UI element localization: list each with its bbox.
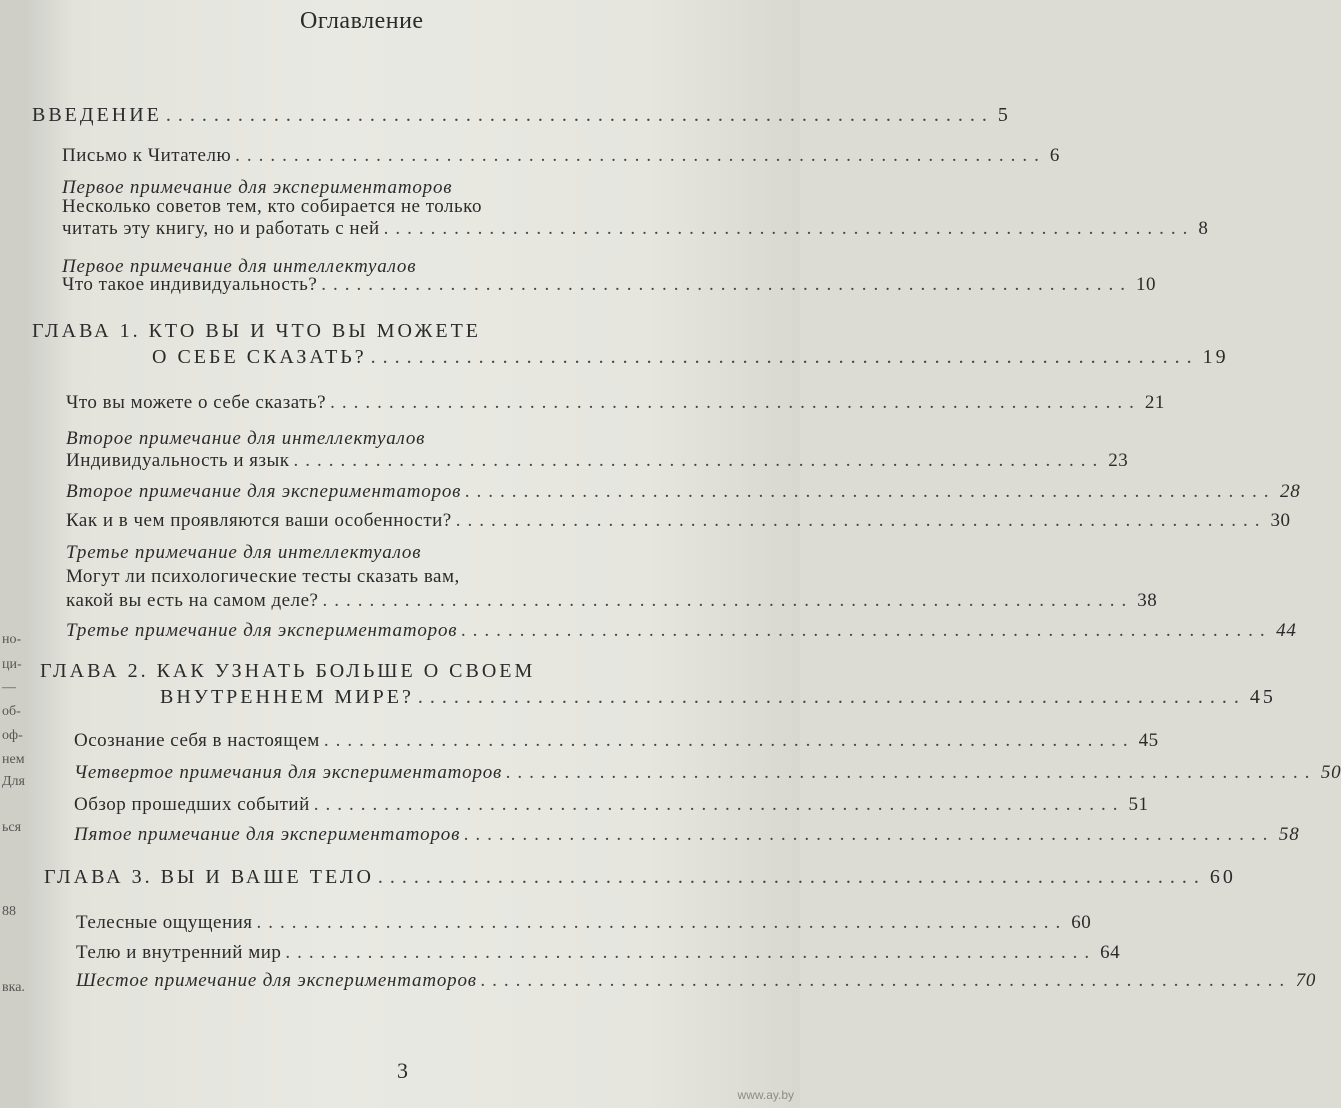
toc-entry xyxy=(76,942,1121,964)
page-ref: 10 xyxy=(1136,274,1156,295)
toc-entry xyxy=(74,730,1159,752)
leader-dots: ..................................................................... xyxy=(417,686,1246,708)
toc-entry xyxy=(74,794,1149,816)
section-title: ВВЕДЕНИЕ xyxy=(32,104,162,126)
margin-fragment: 88 xyxy=(2,904,16,919)
left-page-edge xyxy=(0,0,29,1108)
leader-dots: ..................................................................... xyxy=(480,970,1292,991)
toc-entry xyxy=(74,762,1341,784)
page-number: 3 xyxy=(397,1058,408,1083)
toc-entry xyxy=(66,590,1158,612)
page-ref: 44 xyxy=(1276,620,1297,641)
chapter-entry xyxy=(152,346,1229,369)
leader-dots: ..................................................................... xyxy=(285,942,1097,963)
note-label: Второе примечание для интеллектуалов xyxy=(66,428,426,449)
toc-entry xyxy=(62,145,1060,167)
entry-text: Что вы можете о себе сказать? xyxy=(66,392,327,413)
entry-text: Третье примечание для экспериментаторов xyxy=(66,620,458,641)
page-ref: 45 xyxy=(1138,730,1159,751)
page-ref: 23 xyxy=(1108,450,1129,471)
entry-text: Второе примечание для экспериментаторов xyxy=(66,481,462,502)
leader-dots: ..................................................................... xyxy=(461,620,1273,641)
page-ref: 51 xyxy=(1128,794,1149,815)
leader-dots: ..................................................................... xyxy=(235,145,1046,166)
toc-entry xyxy=(66,510,1291,532)
page-ref: 28 xyxy=(1279,481,1301,502)
page-ref: 21 xyxy=(1144,392,1165,413)
leader-dots: ..................................................................... xyxy=(506,762,1317,783)
page-ref: 30 xyxy=(1270,510,1291,531)
margin-fragment: Для xyxy=(2,774,25,789)
leader-dots: ..................................................................... xyxy=(465,481,1276,502)
chapter-title: ГЛАВА 2. КАК УЗНАТЬ БОЛЬШЕ О СВОЕМ xyxy=(40,660,536,682)
leader-dots: ..................................................................... xyxy=(377,866,1206,888)
page-ref: 70 xyxy=(1295,970,1317,991)
margin-fragment: но- xyxy=(2,632,22,647)
leader-dots: ..................................................................... xyxy=(293,450,1105,471)
margin-fragment: ься xyxy=(2,820,22,835)
entry-text: Могут ли психологические тесты сказать вам, xyxy=(66,566,460,587)
margin-fragment: об- xyxy=(2,704,21,719)
toc-entry xyxy=(66,450,1129,472)
page-ref: 5 xyxy=(997,104,1011,126)
chapter-entry xyxy=(44,866,1236,889)
entry-text: Пятое примечание для экспериментаторов xyxy=(74,824,461,845)
leader-dots: ..................................................................... xyxy=(313,794,1125,815)
leader-dots: ..................................................................... xyxy=(370,346,1199,368)
toc-entry xyxy=(66,620,1297,642)
margin-fragment: ци- xyxy=(2,657,22,672)
toc-entry xyxy=(62,274,1156,296)
toc-entry xyxy=(74,824,1300,846)
chapter-title-cont: О СЕБЕ СКАЗАТЬ? xyxy=(152,346,367,368)
leader-dots: ..................................................................... xyxy=(322,590,1134,611)
entry-text: Четвертое примечания для экспериментаторов xyxy=(74,762,503,783)
entry-text: Как и в чем проявляются ваши особенности? xyxy=(66,510,452,531)
entry-text: Телю и внутренний мир xyxy=(76,942,282,963)
leader-dots: ..................................................................... xyxy=(455,510,1267,531)
chapter-title-cont: ВНУТРЕННЕМ МИРЕ? xyxy=(160,686,414,708)
entry-text: Что такое индивидуальность? xyxy=(62,274,318,295)
page-ref: 60 xyxy=(1209,866,1236,888)
entry-text: Шестое примечание для экспериментаторов xyxy=(76,970,477,991)
chapter-title: ГЛАВА 3. ВЫ И ВАШЕ ТЕЛО xyxy=(44,866,374,888)
entry-text: Осознание себя в настоящем xyxy=(74,730,320,751)
leader-dots: ..................................................................... xyxy=(330,392,1141,413)
page-ref: 8 xyxy=(1198,218,1209,239)
chapter-title: ГЛАВА 1. КТО ВЫ И ЧТО ВЫ МОЖЕТЕ xyxy=(32,320,482,342)
page-ref: 58 xyxy=(1278,824,1300,845)
margin-fragment: — xyxy=(2,680,16,695)
page-ref: 38 xyxy=(1137,590,1158,611)
page-ref: 6 xyxy=(1049,145,1060,166)
toc-entry xyxy=(66,392,1165,414)
toc-entry xyxy=(66,481,1301,503)
chapter-entry xyxy=(160,686,1276,709)
entry-text: Письмо к Читателю xyxy=(62,145,232,166)
page-ref: 45 xyxy=(1249,686,1276,708)
leader-dots: ..................................................................... xyxy=(321,274,1132,295)
leader-dots: ..................................................................... xyxy=(323,730,1135,751)
entry-text: Обзор прошедших событий xyxy=(74,794,310,815)
entry-text: Индивидуальность и язык xyxy=(66,450,290,471)
entry-text: Телесные ощущения xyxy=(76,912,253,933)
toc-entry xyxy=(76,912,1092,934)
entry-text: Несколько советов тем, кто собирается не только xyxy=(62,196,482,217)
leader-dots: ..................................................................... xyxy=(464,824,1275,845)
leader-dots: ..................................................................... xyxy=(165,104,994,126)
margin-fragment: оф- xyxy=(2,728,23,743)
watermark: www.ay.by xyxy=(737,1088,794,1102)
section-intro xyxy=(32,104,1011,127)
entry-text: какой вы есть на самом деле? xyxy=(66,590,319,611)
page-ref: 64 xyxy=(1100,942,1121,963)
page-ref: 19 xyxy=(1202,346,1229,368)
margin-fragment: нем xyxy=(2,752,25,767)
entry-text: читать эту книгу, но и работать с ней xyxy=(62,218,380,239)
note-label: Третье примечание для интеллектуалов xyxy=(66,542,422,563)
page-ref: 60 xyxy=(1071,912,1092,933)
page-heading: Оглавление xyxy=(300,8,424,34)
page-ref: 50 xyxy=(1320,762,1341,783)
toc-entry xyxy=(62,218,1209,240)
toc-entry xyxy=(76,970,1317,992)
note-label: Первое примечание для экспериментаторов xyxy=(62,177,453,198)
leader-dots: ..................................................................... xyxy=(256,912,1068,933)
leader-dots: ..................................................................... xyxy=(383,218,1195,239)
note-label: Первое примечание для интеллектуалов xyxy=(62,256,417,277)
margin-fragment: вка. xyxy=(2,980,25,995)
